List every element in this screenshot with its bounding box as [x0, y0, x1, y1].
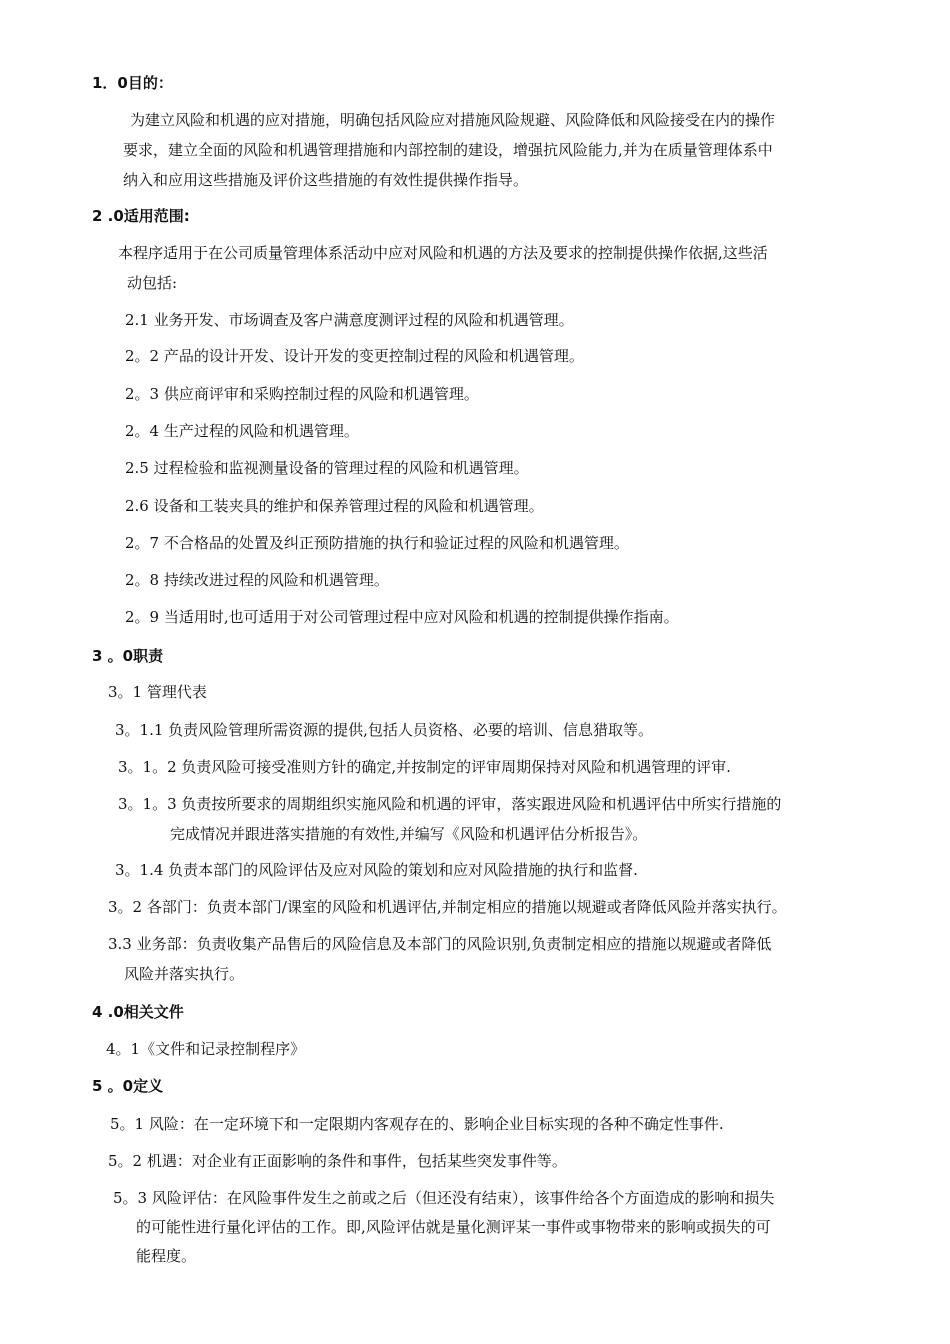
section-2-item-6: 2.6 设备和工装夹具的维护和保养管理过程的风险和机遇管理。	[125, 497, 544, 515]
section-2-item-4: 2。4 生产过程的风险和机遇管理。	[125, 422, 359, 440]
section-2-item-8: 2。8 持续改进过程的风险和机遇管理。	[125, 571, 389, 589]
section-1-heading: 1．0目的：	[92, 74, 173, 92]
section-5-1: 5。1 风险：在一定环境下和一定限期内客观存在的、影响企业目标实现的各种不确定性事件.	[110, 1115, 724, 1133]
section-3-1-3-line-1: 3。1。3 负责按所要求的周期组织实施风险和机遇的评审，落实跟进风险和机遇评估中所实行措施的	[118, 795, 782, 813]
section-4-1: 4。1《文件和记录控制程序》	[106, 1040, 306, 1058]
section-2-item-2: 2。2 产品的设计开发、设计开发的变更控制过程的风险和机遇管理。	[125, 347, 584, 365]
section-1-para-line-2: 要求，建立全面的风险和机遇管理措施和内部控制的建设，增强抗风险能力,并为在质量管理体系中	[123, 141, 773, 159]
section-3-1-4: 3。1.4 负责本部门的风险评估及应对风险的策划和应对风险措施的执行和监督.	[115, 861, 638, 879]
section-2-intro-line-1: 本程序适用于在公司质量管理体系活动中应对风险和机遇的方法及要求的控制提供操作依据,这些活	[118, 244, 768, 262]
section-3-1-1: 3。1.1 负责风险管理所需资源的提供,包括人员资格、必要的培训、信息猎取等。	[115, 721, 653, 739]
section-2-item-3: 2。3 供应商评审和采购控制过程的风险和机遇管理。	[125, 385, 479, 403]
section-5-3-line-3: 能程度。	[136, 1247, 197, 1265]
section-1-para-line-3: 纳入和应用这些措施及评价这些措施的有效性提供操作指导。	[123, 171, 529, 189]
section-2-heading: 2 .0适用范围:	[92, 207, 190, 225]
section-5-heading: 5 。0定义	[92, 1077, 164, 1095]
section-3-2: 3。2 各部门：负责本部门/课室的风险和机遇评估,并制定相应的措施以规避或者降低风险并落实执行。	[108, 898, 787, 916]
section-3-heading: 3 。0职责	[92, 647, 164, 665]
section-3-1-2: 3。1。2 负责风险可接受准则方针的确定,并按制定的评审周期保持对风险和机遇管理的评审.	[118, 758, 731, 776]
section-2-item-9: 2。9 当适用时,也可适用于对公司管理过程中应对风险和机遇的控制提供操作指南。	[125, 608, 679, 626]
section-4-heading: 4 .0相关文件	[92, 1003, 184, 1021]
section-3-3-line-1: 3.3 业务部：负责收集产品售后的风险信息及本部门的风险识别,负责制定相应的措施以规避或者降低	[108, 935, 772, 953]
section-1-para-line-1: 为建立风险和机遇的应对措施，明确包括风险应对措施风险规避、风险降低和风险接受在内的操作	[130, 111, 776, 129]
section-2-item-1: 2.1 业务开发、市场调查及客户满意度测评过程的风险和机遇管理。	[125, 311, 574, 329]
section-5-2: 5。2 机遇：对企业有正面影响的条件和事件，包括某些突发事件等。	[108, 1152, 567, 1170]
section-5-3-line-1: 5。3 风险评估：在风险事件发生之前或之后（但还没有结束），该事件给各个方面造成的影响和损失	[113, 1189, 775, 1207]
section-5-3-line-2: 的可能性进行量化评估的工作。即,风险评估就是量化测评某一事件或事物带来的影响或损失的可	[136, 1218, 771, 1236]
section-2-item-7: 2。7 不合格品的处置及纠正预防措施的执行和验证过程的风险和机遇管理。	[125, 534, 629, 552]
section-3-1-3-line-2: 完成情况并跟进落实措施的有效性,并编写《风险和机遇评估分析报告》。	[170, 825, 648, 843]
section-2-intro-line-2: 动包括:	[127, 274, 178, 292]
section-3-3-line-2: 风险并落实执行。	[124, 965, 245, 983]
section-3-1: 3。1 管理代表	[108, 683, 207, 701]
section-2-item-5: 2.5 过程检验和监视测量设备的管理过程的风险和机遇管理。	[125, 459, 529, 477]
